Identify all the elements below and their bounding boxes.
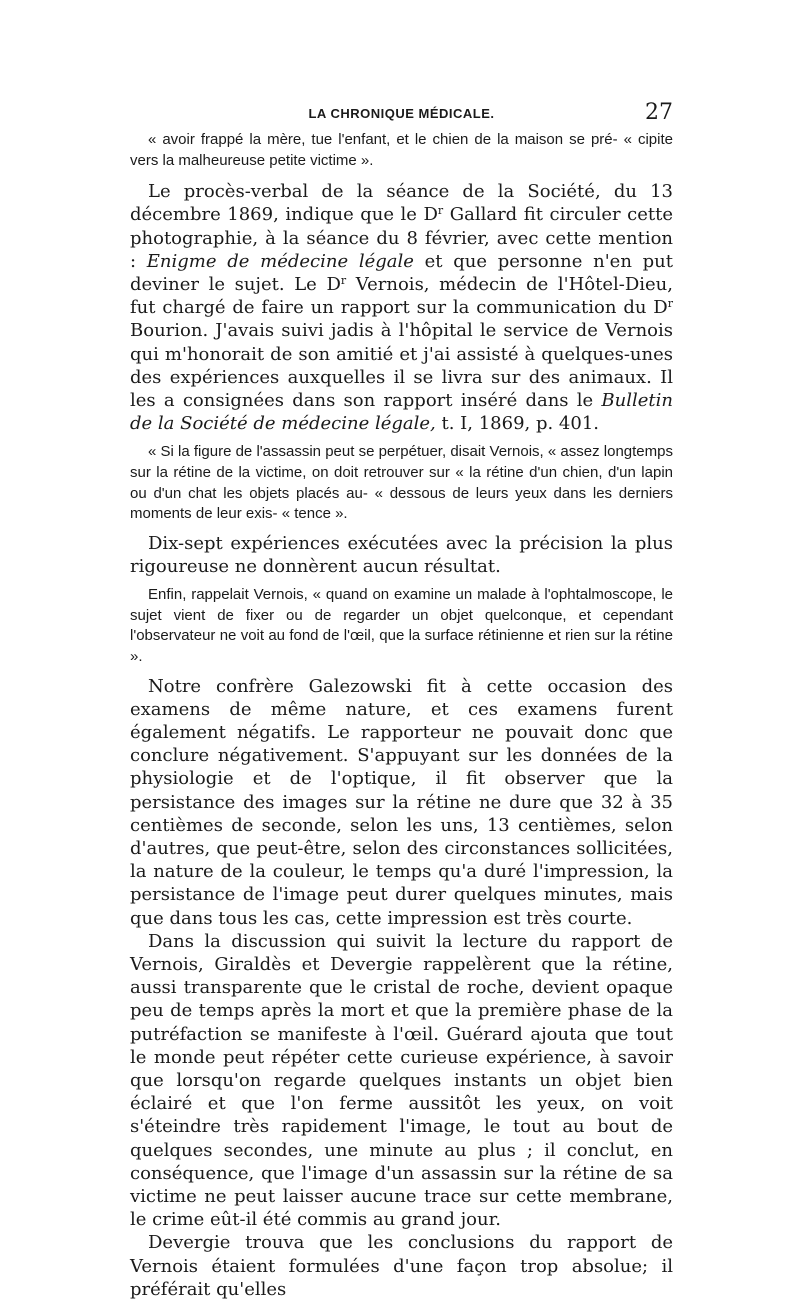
paragraph-proces-verbal: Le procès-verbal de la séance de la Société, du 13 décembre 1869, indique que le $D^r$ Gallard fit circuler cette photographie, à la séance du 8 février, avec cette mention : Enigme de médecine légale et que personne n'en put deviner le sujet. Le $D^r$ Vernois, médecin de l'Hôtel-Dieu, fut chargé de faire un rapport sur la communication du $D^r$ Bourion. J'avais suivi jadis à l'hôpital le service de Vernois qui m'honorait de son amitié et j'ai assisté à quelques-unes des expériences auxquelles il se livra sur des animaux. Il les a consignées dans son rapport inséré dans le Bulletin de la Société de médecine légale, t. I, 1869, p. 401. [130, 181, 674, 435]
quote-continuation: « avoir frappé la mère, tue l'enfant, et le chien de la maison se pré- « cipite vers la malheureuse petite victime ». [130, 131, 673, 169]
running-header [130, 100, 673, 128]
page-number: 27 [645, 100, 673, 125]
paragraph-discussion: Dans la discussion qui suivit la lecture du rapport de Vernois, Giraldès et Devergie rappelèrent que la rétine, aussi transparente que le cristal de roche, devient opaque peu de temps après la mort et que la première phase de la putréfaction se manifeste à l'œil. Guérard ajouta que tout le monde peut répéter cette curieuse expérience, à savoir que lorsqu'on regarde quelques instants un objet bien éclairé et que l'on ferme aussitôt les yeux, on voit s'éteindre très rapidement l'image, le tout au bout de quelques secondes, une minute au plus ; il conclut, en conséquence, que l'image d'un assassin sur la rétine de sa victime ne peut laisser aucune trace sur cette membrane, le crime eût-il été commis au grand jour. [130, 930, 673, 1231]
running-title: LA CHRONIQUE MÉDICALE. [308, 106, 495, 121]
quote-vernois: « Si la figure de l'assassin peut se perpétuer, disait Vernois, « assez longtemps sur la rétine de la victime, on doit retrouver sur « la rétine d'un chien, d'un lapin ou d'un chat les objets placés au- « dessous de leurs yeux dans les derniers moments de leur exis- « tence ». [130, 443, 673, 523]
paragraph-experiences: Dix-sept expériences exécutées avec la précision la plus rigoureuse ne donnèrent aucun résultat. [130, 532, 673, 577]
book-page [130, 100, 673, 1301]
quote-ophtalmoscope: Enfin, rappelait Vernois, « quand on examine un malade à l'ophtalmoscope, le sujet vient de fixer ou de regarder un objet quelconque, et cependant l'observateur ne voit au fond de l'œil, que la surface rétinienne et rien sur la rétine ». [130, 586, 673, 665]
paragraph-galezowski: Notre confrère Galezowski fit à cette occasion des examens de même nature, et ces examens furent également négatifs. Le rapporteur ne pouvait donc que conclure négativement. S'appuyant sur les données de la physiologie et de l'optique, il fit observer que la persistance des images sur la rétine ne dure que 32 à 35 centièmes de seconde, selon les uns, 13 centièmes, selon d'autres, que peut-être, selon des circonstances sollicitées, la nature de la couleur, le temps qu'a duré l'impression, la persistance de l'image peut durer quelques minutes, mais que dans tous les cas, cette impression est très courte. [130, 675, 673, 929]
paragraph-devergie: Devergie trouva que les conclusions du rapport de Vernois étaient formulées d'une façon trop absolue; il préférait qu'elles [130, 1232, 673, 1300]
